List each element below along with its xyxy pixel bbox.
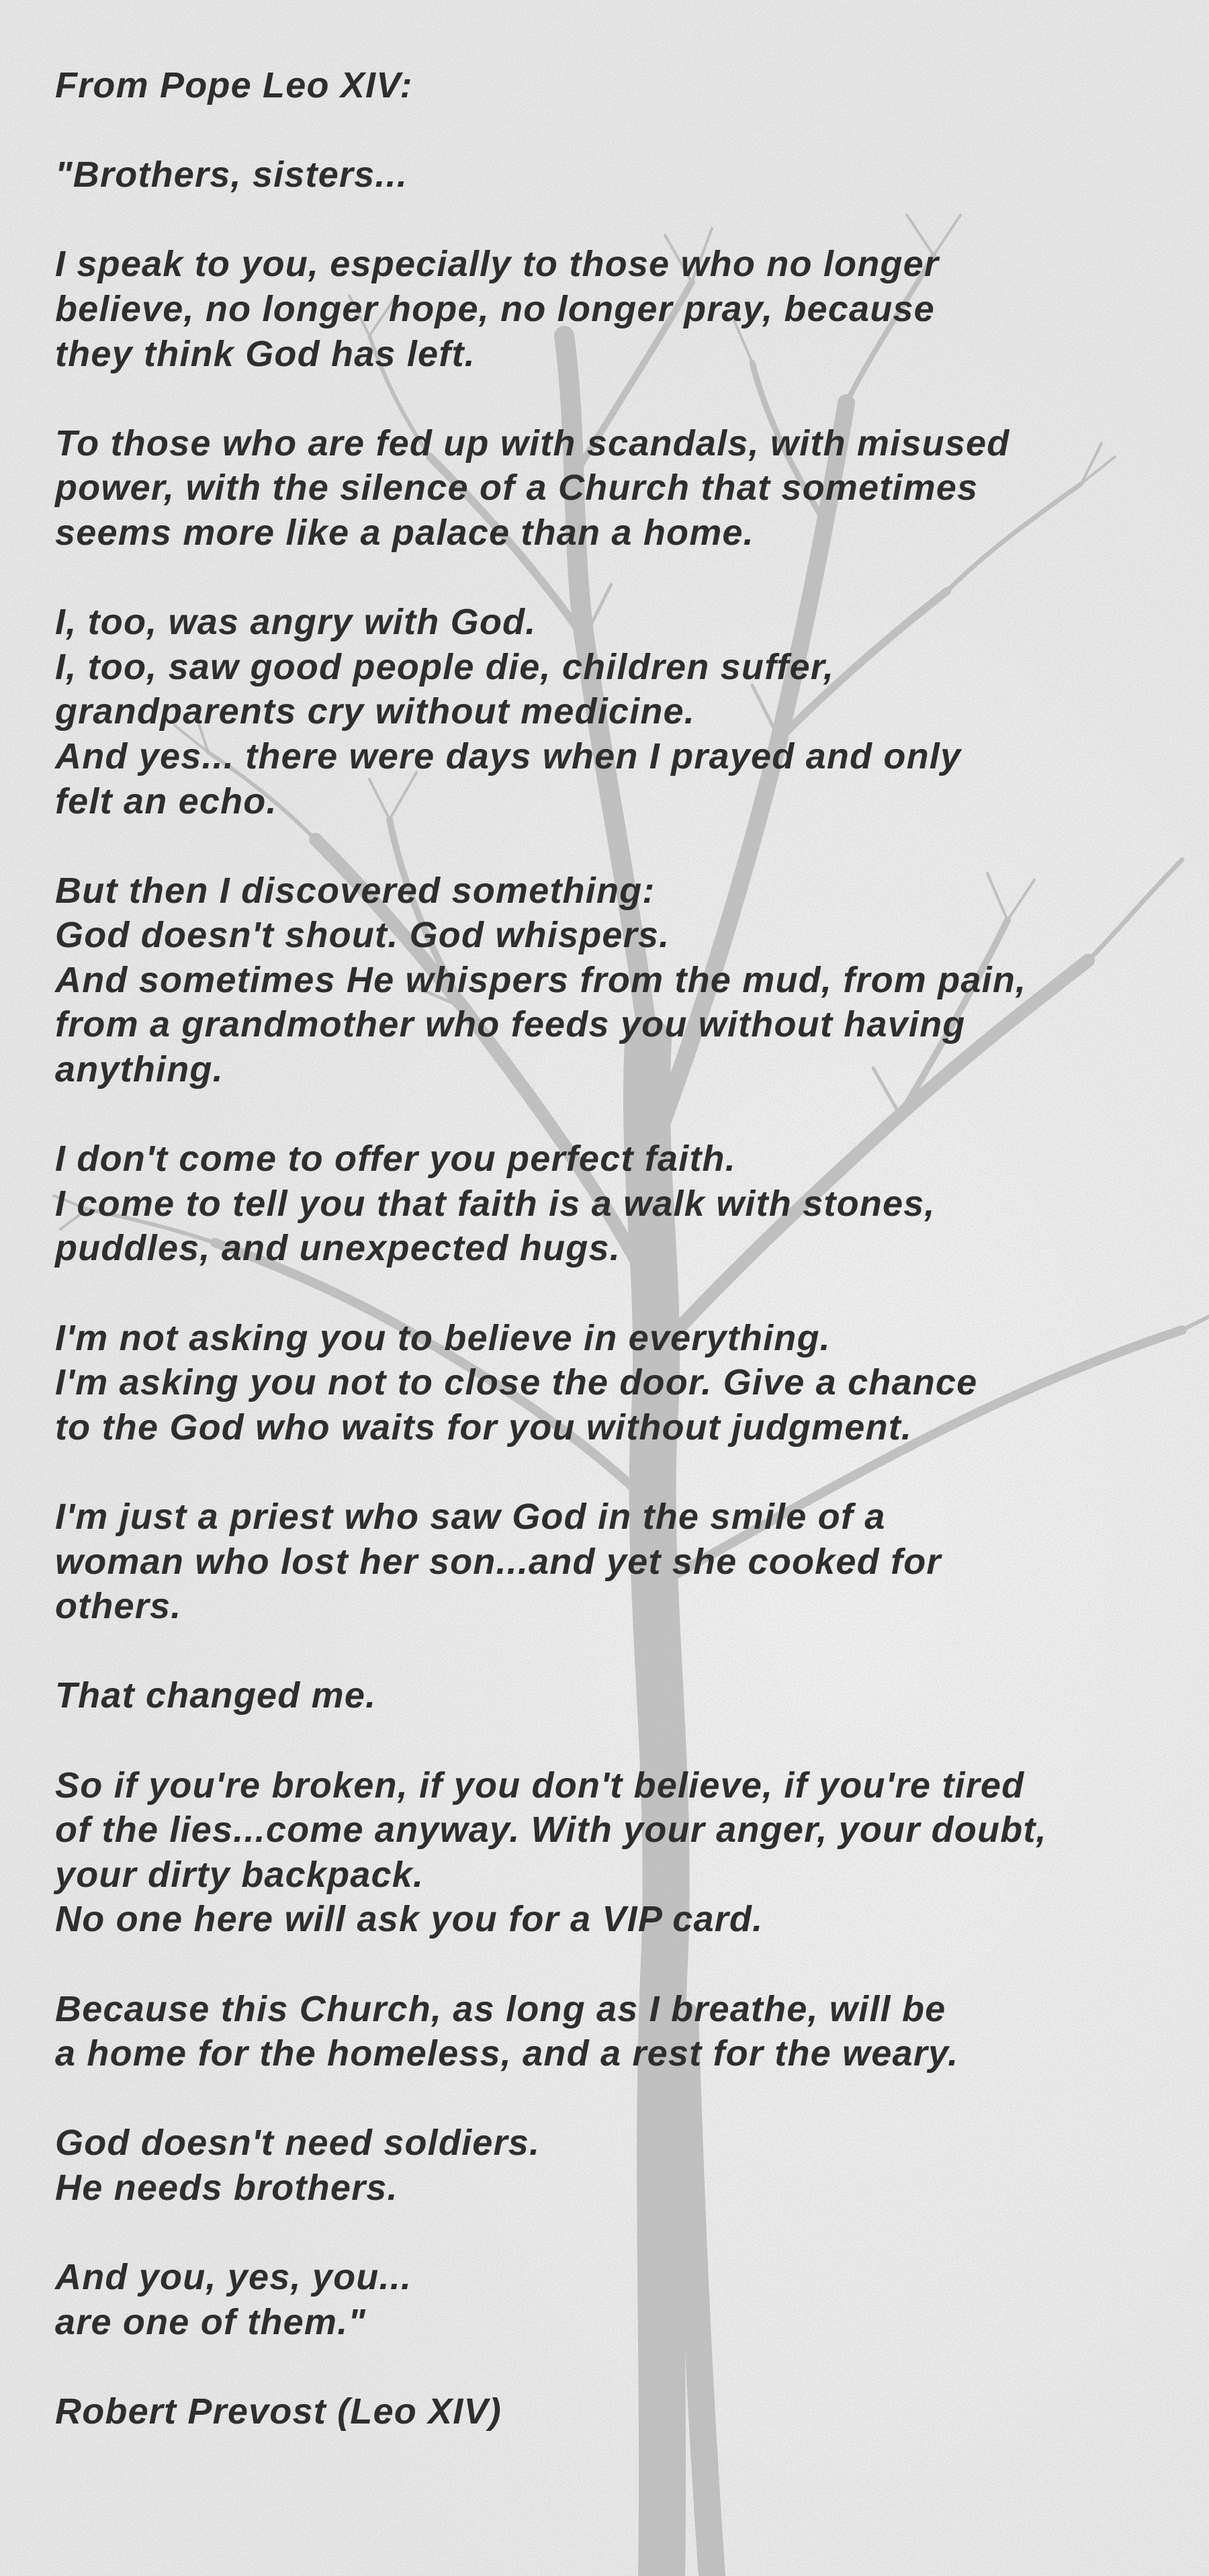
text-line — [55, 1092, 1183, 1137]
text-line — [55, 1718, 1183, 1763]
text-line: "Brothers, sisters... — [55, 154, 408, 195]
text-line — [55, 824, 1183, 869]
text-line: others. — [55, 1586, 182, 1627]
text-line: power, with the silence of a Church that sometimes — [55, 468, 979, 508]
text-line: And yes... there were days when I prayed and only — [55, 736, 962, 776]
text-line — [55, 2076, 1183, 2121]
text-line — [55, 556, 1183, 601]
text-line: I'm not asking you to believe in everything. — [55, 1317, 831, 1358]
text-line: a home for the homeless, and a rest for the weary. — [55, 2033, 959, 2074]
text-line: felt an echo. — [55, 781, 277, 821]
text-line — [55, 2211, 1183, 2256]
text-line: they think God has left. — [55, 333, 476, 374]
text-line: Because this Church, as long as I breathe, will be — [55, 1988, 946, 2029]
text-line — [55, 376, 1183, 421]
text-line — [55, 1942, 1183, 1987]
heading-line: From Pope Leo XIV: — [55, 65, 413, 105]
text-line — [55, 1450, 1183, 1495]
text-line — [55, 197, 1183, 242]
text-line: God doesn't shout. God whispers. — [55, 915, 670, 956]
text-line: I'm asking you not to close the door. Give a chance — [55, 1362, 978, 1403]
text-line: puddles, and unexpected hugs. — [55, 1228, 621, 1269]
text-line — [55, 1271, 1183, 1316]
text-line: He needs brothers. — [55, 2167, 398, 2208]
text-line — [55, 108, 1183, 153]
text-line: I, too, saw good people die, children suffer, — [55, 646, 835, 687]
text-line: to the God who waits for you without judgment. — [55, 1407, 913, 1448]
text-line: God doesn't need soldiers. — [55, 2123, 541, 2164]
text-line: I, too, was angry with God. — [55, 602, 537, 643]
text-line — [55, 2344, 1183, 2389]
text-line: But then I discovered something: — [55, 870, 656, 911]
text-line: of the lies...come anyway. With your anger, your doubt, — [55, 1810, 1047, 1851]
text-line: That changed me. — [55, 1675, 377, 1716]
text-line: are one of them." — [55, 2301, 367, 2342]
text-line: grandparents cry without medicine. — [55, 691, 695, 732]
text-line: I'm just a priest who saw God in the smile of a — [55, 1497, 886, 1537]
text-line: anything. — [55, 1049, 224, 1090]
text-line: So if you're broken, if you don't believe, if you're tired — [55, 1765, 1025, 1806]
text-line: believe, no longer hope, no longer pray, because — [55, 288, 935, 329]
text-line: I come to tell you that faith is a walk with stones, — [55, 1183, 936, 1224]
signature-line: Robert Prevost (Leo XIV) — [55, 2391, 502, 2432]
text-line: from a grandmother who feeds you without having — [55, 1004, 966, 1045]
text-line: And sometimes He whispers from the mud, from pain, — [55, 959, 1027, 1000]
text-line: woman who lost her son...and yet she cooked for — [55, 1541, 942, 1582]
text-line: I don't come to offer you perfect faith. — [55, 1139, 736, 1180]
text-line: your dirty backpack. — [55, 1854, 424, 1895]
text-line: And you, yes, you... — [55, 2257, 412, 2298]
text-line: I speak to you, especially to those who no longer — [55, 244, 940, 285]
text-line: seems more like a palace than a home. — [55, 512, 754, 553]
text-line: To those who are fed up with scandals, with misused — [55, 423, 1010, 463]
text-line: No one here will ask you for a VIP card. — [55, 1899, 764, 1940]
quote-text — [55, 63, 1183, 2434]
text-line — [55, 1629, 1183, 1674]
